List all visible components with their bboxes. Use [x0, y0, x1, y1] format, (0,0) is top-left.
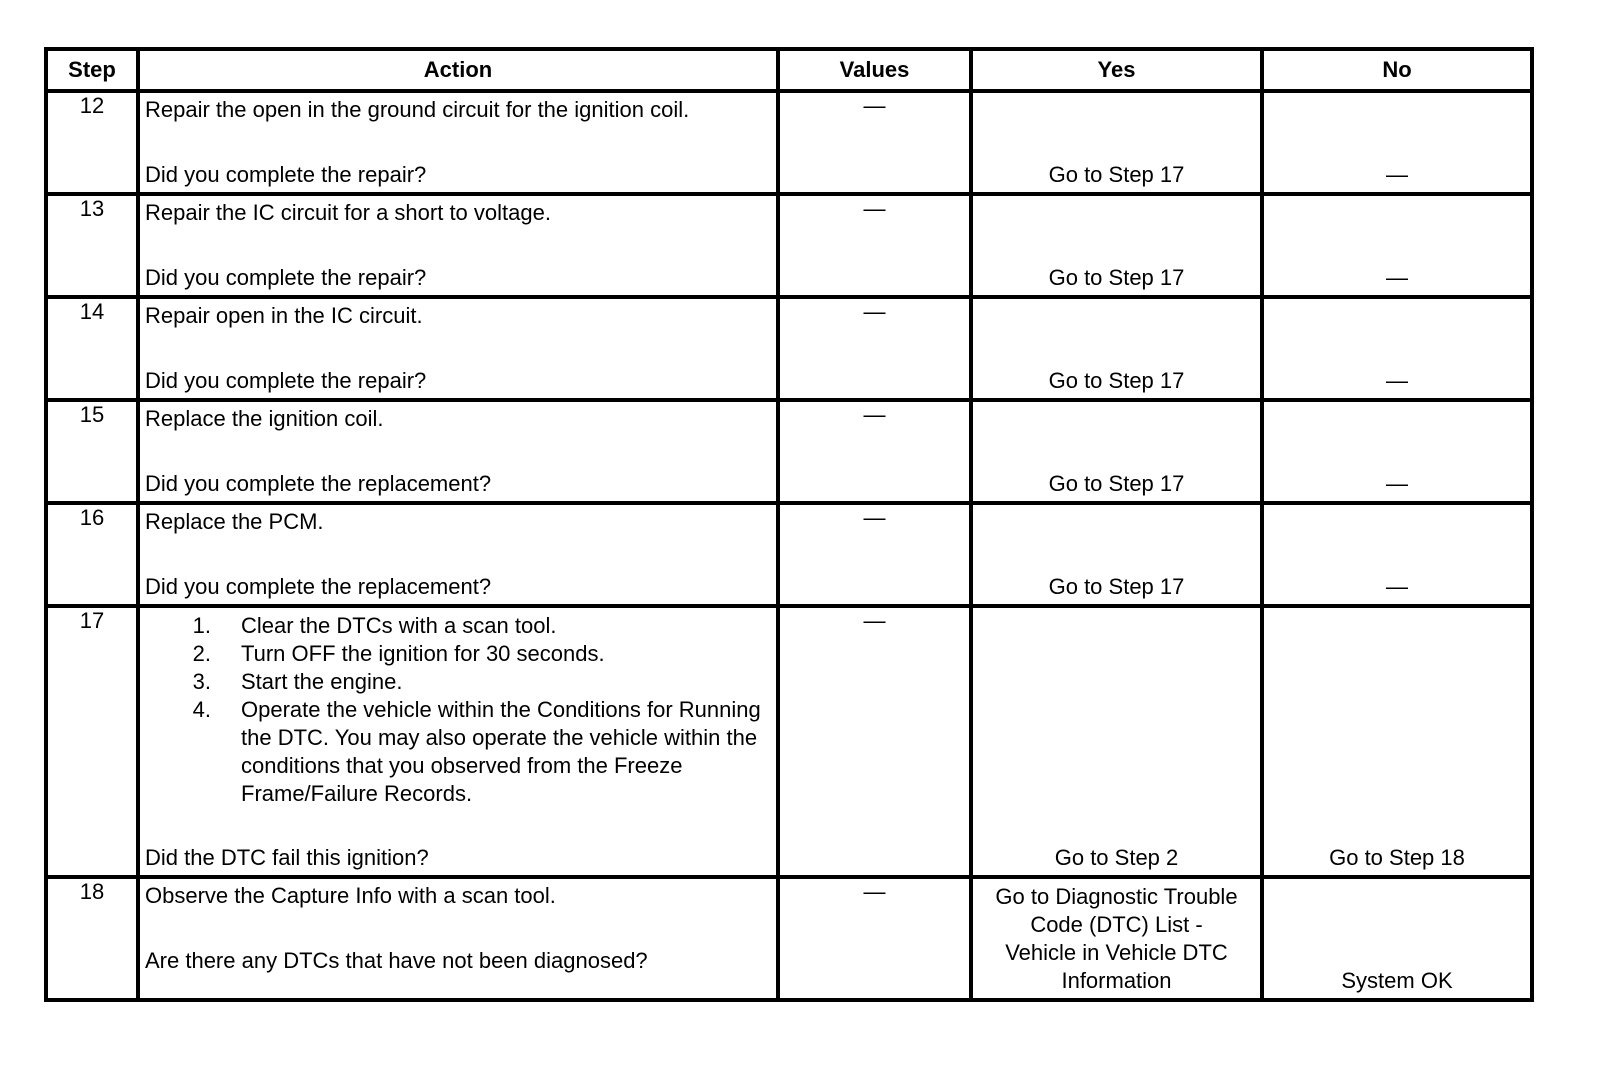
values-cell: —: [778, 91, 971, 194]
action-cell: [138, 503, 778, 606]
values-cell: —: [778, 400, 971, 503]
action-instruction: Replace the PCM.: [145, 509, 324, 534]
action-question: Did you complete the replacement?: [145, 574, 492, 599]
list-text: Turn OFF the ignition for 30 seconds.: [241, 641, 605, 666]
numbered-instructions: [145, 612, 761, 808]
action-question: Did you complete the repair?: [145, 368, 427, 393]
header-no: No: [1262, 49, 1532, 91]
list-item: [145, 668, 761, 696]
list-text: Start the engine.: [241, 669, 403, 694]
action-cell: [138, 297, 778, 400]
action-cell: [138, 606, 778, 877]
action-instruction: Observe the Capture Info with a scan tool.: [145, 883, 556, 908]
table-row: [46, 91, 1532, 194]
step-number: 13: [46, 194, 138, 297]
step-number: 18: [46, 877, 138, 1000]
yes-cell: [971, 194, 1262, 297]
yes-result: Go to Step 17: [1048, 471, 1185, 496]
table-row: [46, 606, 1532, 877]
action-instruction: Repair the IC circuit for a short to voltage.: [145, 200, 551, 225]
action-question: Did the DTC fail this ignition?: [145, 845, 429, 870]
step-number: 17: [46, 606, 138, 877]
no-cell: [1262, 877, 1532, 1000]
yes-result: Go to Step 2: [1054, 845, 1179, 870]
action-instruction: Repair open in the IC circuit.: [145, 303, 423, 328]
list-text: Operate the vehicle within the Conditions for Running the DTC. You may also operate the vehicle within the conditions that you observed from the Freeze Frame/Failure Records.: [241, 697, 761, 806]
values-cell: —: [778, 606, 971, 877]
action-cell: [138, 877, 778, 1000]
values-cell: —: [778, 297, 971, 400]
no-result: Go to Step 18: [1329, 845, 1465, 870]
step-number: 15: [46, 400, 138, 503]
header-step: Step: [46, 49, 138, 91]
yes-result: Go to Step 17: [1048, 574, 1185, 599]
yes-result: Go to Step 17: [1048, 265, 1185, 290]
diagnostic-table: [44, 47, 1534, 1002]
list-item: [145, 640, 761, 668]
table-row: [46, 297, 1532, 400]
values-cell: —: [778, 503, 971, 606]
no-cell: [1262, 194, 1532, 297]
table-row: [46, 194, 1532, 297]
header-yes: Yes: [971, 49, 1262, 91]
yes-result: [973, 883, 1260, 995]
yes-cell: [971, 297, 1262, 400]
yes-result: Go to Step 17: [1048, 368, 1185, 393]
table-row: [46, 877, 1532, 1000]
yes-result-line: Information: [1061, 968, 1172, 993]
no-result: —: [1386, 471, 1408, 496]
list-item: [145, 612, 761, 640]
action-instruction: Repair the open in the ground circuit for the ignition coil.: [145, 97, 690, 122]
step-number: 16: [46, 503, 138, 606]
action-cell: [138, 194, 778, 297]
yes-result-line: Go to Diagnostic Trouble: [995, 884, 1238, 909]
yes-cell: [971, 503, 1262, 606]
header-values: Values: [778, 49, 971, 91]
list-number: 4.: [192, 697, 211, 722]
list-item: [145, 696, 761, 808]
yes-cell: [971, 400, 1262, 503]
header-action: Action: [138, 49, 778, 91]
table-row: [46, 400, 1532, 503]
action-question: Did you complete the repair?: [145, 265, 427, 290]
step-number: 14: [46, 297, 138, 400]
list-number: 1.: [192, 613, 211, 638]
list-text: Clear the DTCs with a scan tool.: [241, 613, 557, 638]
no-cell: [1262, 297, 1532, 400]
header-row: [46, 49, 1532, 91]
no-cell: [1262, 606, 1532, 877]
yes-cell: [971, 606, 1262, 877]
yes-cell: [971, 877, 1262, 1000]
action-cell: [138, 91, 778, 194]
action-cell: [138, 400, 778, 503]
yes-cell: [971, 91, 1262, 194]
no-cell: [1262, 400, 1532, 503]
values-cell: —: [778, 194, 971, 297]
list-number: 2.: [192, 641, 211, 666]
no-cell: [1262, 503, 1532, 606]
action-question: Did you complete the replacement?: [145, 471, 492, 496]
action-question: Did you complete the repair?: [145, 162, 427, 187]
yes-result-line: Vehicle in Vehicle DTC: [1005, 940, 1228, 965]
step-number: 12: [46, 91, 138, 194]
yes-result-line: Code (DTC) List -: [1030, 912, 1203, 937]
no-cell: [1262, 91, 1532, 194]
list-number: 3.: [192, 669, 211, 694]
no-result: System OK: [1341, 968, 1453, 993]
action-question: Are there any DTCs that have not been diagnosed?: [145, 948, 648, 973]
action-instruction: Replace the ignition coil.: [145, 406, 384, 431]
no-result: —: [1386, 574, 1408, 599]
no-result: —: [1386, 162, 1408, 187]
yes-result: Go to Step 17: [1048, 162, 1185, 187]
table-row: [46, 503, 1532, 606]
no-result: —: [1386, 368, 1408, 393]
values-cell: —: [778, 877, 971, 1000]
no-result: —: [1386, 265, 1408, 290]
